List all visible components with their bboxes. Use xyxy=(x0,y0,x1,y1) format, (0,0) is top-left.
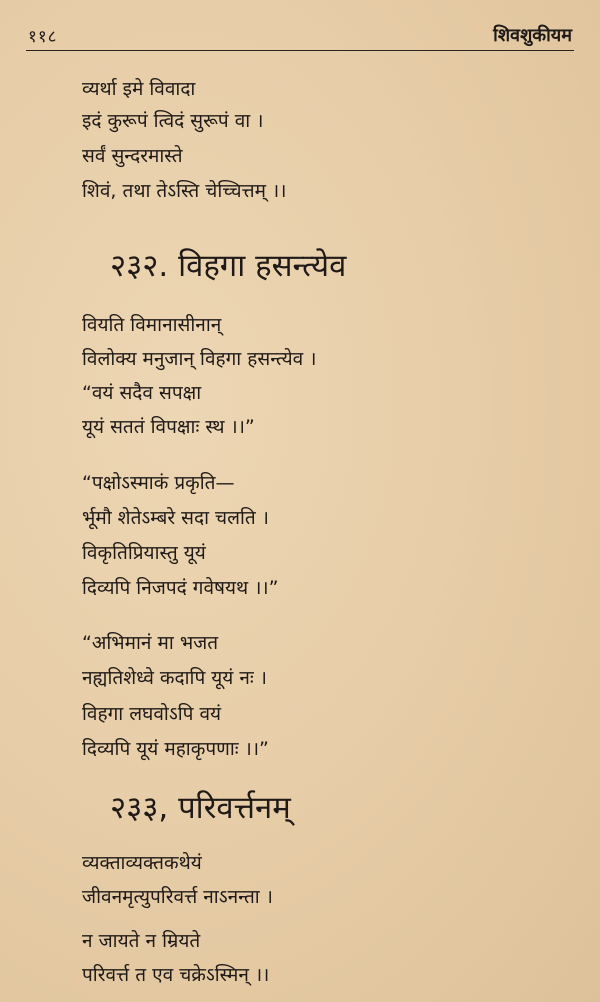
intro-line-3: सर्वं सुन्दरमास्ते xyxy=(82,145,183,167)
s232-stanza2-line4: दिव्यपि निजपदं गवेषयथ ।।” xyxy=(82,577,279,599)
s232-stanza2-line3: विकृतिप्रियास्तु यूयं xyxy=(82,542,206,564)
section-heading-232: २३२. विहगा हसन्त्येव xyxy=(110,248,347,284)
intro-line-4: शिवं, तथा तेऽस्ति चेच्चित्तम् ।। xyxy=(82,180,287,202)
section-heading-233: २३३, परिवर्त्तनम् xyxy=(110,790,291,826)
intro-line-2: इदं कुरूपं त्विदं सुरूपं वा । xyxy=(82,110,264,132)
s232-stanza3-line4: दिव्यपि यूयं महाकृपणाः ।।” xyxy=(82,738,269,760)
s233-stanza1-line1: व्यक्ताव्यक्तकथेयं xyxy=(82,852,202,874)
s232-stanza1-line4: यूयं सततं विपक्षाः स्थ ।।” xyxy=(82,416,255,438)
s232-stanza1-line3: “वयं सदैव सपक्षा xyxy=(82,382,202,404)
intro-line-1: व्यर्था इमे विवादा xyxy=(82,78,196,100)
s233-stanza1-line2: जीवनमृत्युपरिवर्त्त नाऽनन्ता । xyxy=(82,886,273,908)
s232-stanza2-line2: र्भूमौ शेतेऽम्बरे सदा चलति । xyxy=(82,507,269,529)
s232-stanza3-line2: नह्यतिशेध्वे कदापि यूयं नः । xyxy=(82,667,267,689)
running-head: शिवशुकीयम xyxy=(493,25,572,46)
header-rule xyxy=(26,50,574,51)
s232-stanza3-line1: “अभिमानं मा भजत xyxy=(82,632,219,654)
s232-stanza1-line2: विलोक्य मनुजान् विहगा हसन्त्येव । xyxy=(82,348,317,370)
s232-stanza3-line3: विहगा लघवोऽपि वयं xyxy=(82,703,222,725)
s232-stanza1-line1: वियति विमानासीनान् xyxy=(82,314,222,336)
s233-stanza2-line2: परिवर्त्त त एव चक्रेऽस्मिन् ।। xyxy=(82,964,270,986)
page-header xyxy=(28,20,572,50)
page-number: ११८ xyxy=(28,26,58,47)
s233-stanza2-line1: न जायते न म्रियते xyxy=(82,930,201,952)
s232-stanza2-line1: “पक्षोऽस्माकं प्रकृति— xyxy=(82,472,235,494)
